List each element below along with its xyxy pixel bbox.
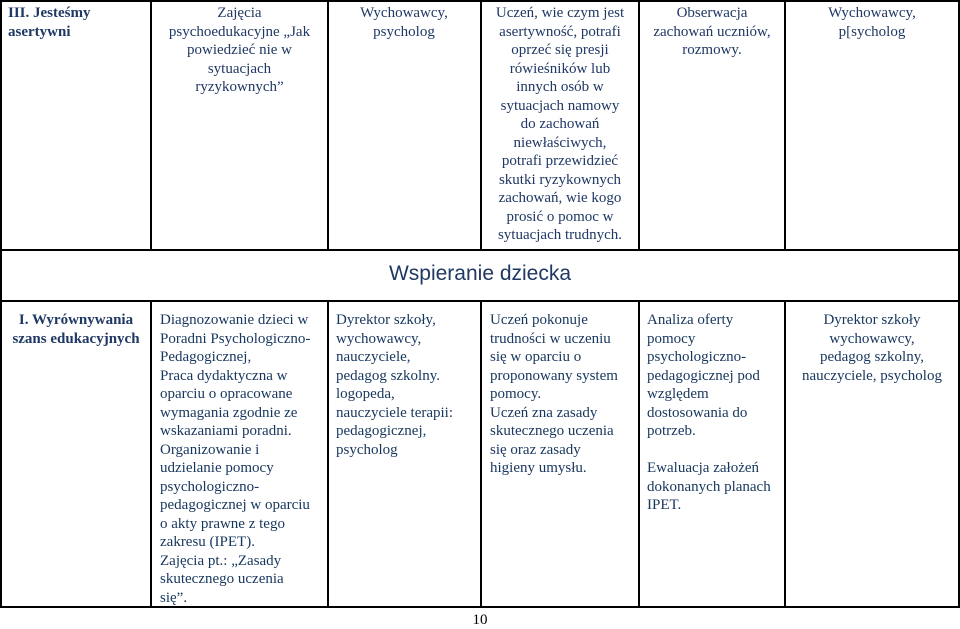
text-line: psychologiczno- — [647, 349, 747, 365]
text-line: asertywność, potrafi — [499, 23, 621, 40]
text-line: oprzeć się presji — [511, 42, 609, 58]
text-line: prosić o pomoc w — [506, 208, 614, 225]
col-divider — [327, 300, 329, 608]
text-line: logopeda, — [336, 386, 395, 402]
text-line: pedagogicznej pod — [647, 367, 760, 384]
activity-cell — [160, 311, 327, 607]
text-line: wychowawcy, — [829, 330, 915, 347]
text-line: pedagog szkolny. — [336, 367, 441, 384]
text-line: zachowań, wie kogo — [498, 190, 622, 206]
text-line: psycholog — [373, 23, 435, 40]
effects-cell — [490, 311, 638, 478]
text-line: Uczeń, wie czym jest — [495, 5, 625, 21]
text-line: nauczyciele, psycholog — [802, 367, 942, 384]
text-line: niewłaściwych, — [513, 134, 607, 151]
text-line: sytuacjach namowy — [500, 97, 620, 114]
text-line: higieny umysłu. — [490, 460, 587, 476]
topic-text: III. Jesteśmy asertywni — [8, 5, 91, 40]
responsible-cell — [329, 4, 479, 41]
evaluators-cell — [786, 4, 958, 41]
text-line: Uczeń pokonuje — [490, 312, 588, 328]
text-line: o akty prawne z tego — [160, 515, 285, 532]
text-line: Ewaluacja założeń — [647, 460, 760, 476]
text-line: nauczyciele, — [336, 349, 411, 365]
text-line: zakresu (IPET). — [160, 534, 255, 550]
text-line: Organizowanie i — [160, 441, 260, 458]
text-line: Wychowawcy, — [360, 5, 448, 21]
text-line: wychowawcy, — [336, 330, 422, 347]
page-number: 10 — [472, 612, 488, 628]
text-line: nauczyciele terapii: — [336, 404, 454, 421]
section-title: Wspieranie dziecka — [388, 262, 572, 285]
text-line: Praca dydaktyczna w — [160, 367, 288, 384]
text-line: innych osób w — [516, 79, 604, 95]
text-line: psycholog — [336, 441, 398, 458]
col-divider — [150, 300, 152, 608]
effects-cell — [482, 4, 638, 245]
text-line: Zajęcia — [217, 5, 262, 21]
text-line: p[sycholog — [838, 23, 906, 40]
text-line: Zajęcia pt.: „Zasady — [160, 552, 282, 569]
text-line: potrzeb. — [647, 423, 696, 439]
evaluators-cell — [786, 311, 958, 385]
text-line: psychologiczno- — [160, 478, 260, 495]
text-line: pedagogicznej w oparciu — [160, 497, 310, 513]
text-line — [647, 441, 784, 460]
text-line: rozmowy. — [682, 42, 742, 58]
text-line: wskazaniami poradni. — [160, 423, 292, 439]
text-line: skutecznego uczenia — [490, 423, 614, 439]
text-line: proponowany system — [490, 367, 618, 384]
text-line: dostosowania do — [647, 404, 748, 421]
text-line: względem — [647, 386, 709, 402]
text-line: udzielanie pomocy — [160, 460, 274, 476]
text-line: pedagog szkolny, — [819, 349, 924, 365]
responsible-cell — [336, 311, 480, 459]
text-line: się”. — [160, 589, 188, 606]
col-divider — [638, 300, 640, 608]
text-line: skutecznego uczenia — [160, 571, 284, 587]
evaluation-cell — [640, 4, 784, 60]
text-line: Poradni Psychologiczno- — [160, 330, 311, 347]
text-line: pedagogicznej, — [336, 423, 427, 439]
text-line: psychoedukacyjne „Jak — [168, 23, 311, 40]
text-line: Dyrektor szkoły, — [336, 312, 436, 328]
text-line: ryzykownych” — [195, 79, 284, 95]
text-line: Obserwacja — [676, 5, 748, 21]
text-line: IPET. — [647, 497, 682, 513]
text-line: zachowań uczniów, — [653, 23, 771, 40]
text-line: Uczeń zna zasady — [490, 404, 598, 421]
text-line: Pedagogicznej, — [160, 349, 252, 365]
text-line: I. Wyrównywania — [18, 312, 134, 328]
text-line: trudności w uczeniu — [490, 330, 611, 347]
text-line: Dyrektor szkoły — [823, 312, 921, 328]
text-line: wymagania zgodnie ze — [160, 404, 298, 421]
evaluation-cell — [647, 311, 784, 515]
text-line: Diagnozowanie dzieci w — [160, 312, 309, 328]
text-line: rówieśników lub — [509, 60, 611, 77]
text-line: pomocy. — [490, 386, 542, 402]
text-line: dokonanych planach — [647, 478, 771, 495]
text-line: się oraz zasady — [490, 441, 581, 458]
text-line: skutki ryzykownych — [498, 171, 622, 188]
text-line: oparciu o opracowane — [160, 386, 293, 402]
text-line: szans edukacyjnych — [12, 330, 140, 347]
text-line: Wychowawcy, — [828, 5, 916, 21]
topic-cell — [2, 311, 150, 348]
text-line: pomocy — [647, 330, 696, 347]
col-divider — [0, 0, 2, 250]
text-line: potrafi przewidzieć — [501, 153, 619, 169]
text-line: sytuacjach trudnych. — [497, 227, 623, 243]
col-divider — [480, 300, 482, 608]
text-line: Analiza oferty — [647, 312, 734, 328]
text-line: sytuacjach — [207, 60, 272, 77]
activity-cell — [152, 4, 327, 97]
text-line: powiedzieć nie w — [187, 42, 292, 58]
text-line: się w oparciu o — [490, 349, 582, 365]
topic-cell — [8, 4, 148, 41]
text-line: do zachowań — [520, 116, 600, 132]
